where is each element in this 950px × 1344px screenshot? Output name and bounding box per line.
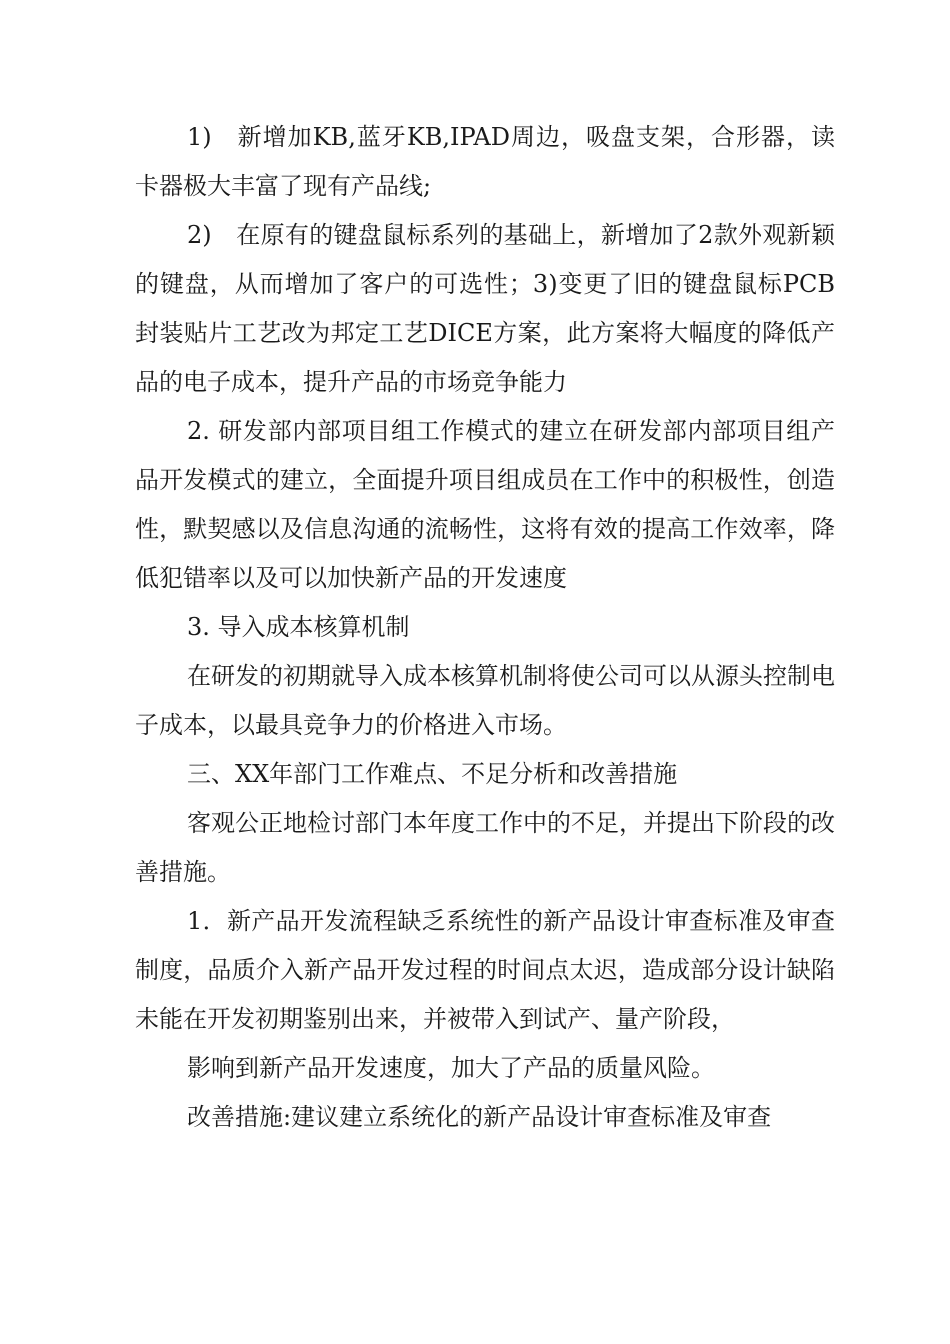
paragraph-improvement: 改善措施:建议建立系统化的新产品设计审查标准及审查 — [187, 1103, 772, 1131]
paragraph-new-products: 1) 新增加KB,蓝牙KB,IPAD周边，吸盘支架，合形器，读卡器极大丰富了现有产品线; — [135, 123, 835, 200]
document-body — [135, 113, 835, 1142]
paragraph-keyboard-series: 2) 在原有的键盘鼠标系列的基础上，新增加了2款外观新颖的键盘，从而增加了客户的可选性；3)变更了旧的键盘鼠标PCB封装贴片工艺改为邦定工艺DICE方案，此方案将大幅度的降低产品的电子成本，提升产品的市场竞争能力 — [135, 221, 835, 396]
paragraph-review-intro: 客观公正地检讨部门本年度工作中的不足，并提出下阶段的改善措施。 — [135, 809, 835, 886]
paragraph-cost-accounting: 在研发的初期就导入成本核算机制将使公司可以从源头控制电子成本，以最具竞争力的价格进入市场。 — [135, 662, 835, 739]
section-heading-difficulties: 三、XX年部门工作难点、不足分析和改善措施 — [187, 760, 678, 788]
paragraph-cost-accounting-heading: 3. 导入成本核算机制 — [187, 613, 410, 641]
paragraph-process-issue: 1．新产品开发流程缺乏系统性的新产品设计审查标准及审查制度，品质介入新产品开发过程的时间点太迟，造成部分设计缺陷未能在开发初期鉴别出来，并被带入到试产、量产阶段， — [135, 907, 835, 1033]
paragraph-project-team-mode: 2. 研发部内部项目组工作模式的建立在研发部内部项目组产品开发模式的建立，全面提升项目组成员在工作中的积极性，创造性，默契感以及信息沟通的流畅性，这将有效的提高工作效率，降低犯错率以及可以加快新产品的开发速度 — [135, 417, 835, 592]
paragraph-impact: 影响到新产品开发速度，加大了产品的质量风险。 — [187, 1054, 715, 1082]
